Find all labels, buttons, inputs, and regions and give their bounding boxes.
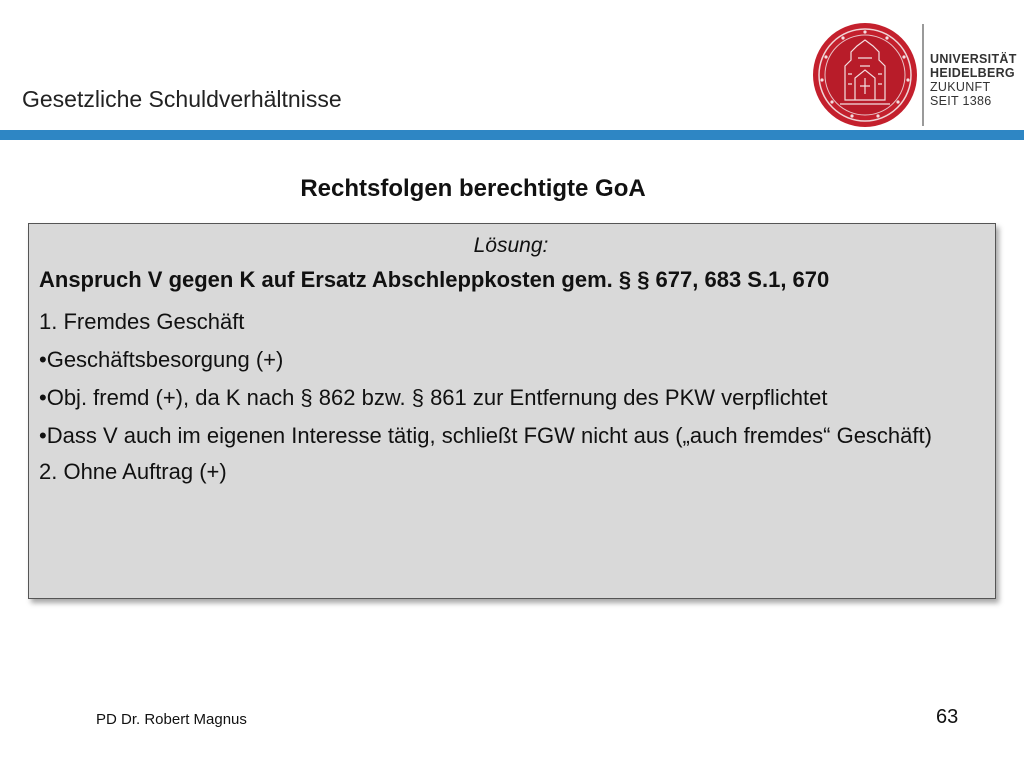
solution-heading: Lösung: [473, 234, 549, 257]
list-item-fremdes-geschaeft: 1. Fremdes Geschäft [39, 309, 245, 334]
claim-line: Anspruch V gegen K auf Ersatz Abschleppkosten gem. § § 677, 683 S.1, 670 [39, 267, 830, 292]
logo-line-universitaet: UNIVERSITÄT [930, 52, 1017, 66]
list-item-eigenes-interesse: •Dass V auch im eigenen Interesse tätig, schließt FGW nicht aus („auch fremdes“ Geschäft) [39, 423, 932, 448]
university-seal-icon [812, 22, 918, 128]
logo-divider [922, 24, 924, 126]
university-logo-text [930, 52, 1017, 108]
slide-title: Rechtsfolgen berechtigte GoA [300, 175, 646, 202]
list-item-obj-fremd: •Obj. fremd (+), da K nach § 862 bzw. § 861 zur Entfernung des PKW verpflichtet [39, 385, 828, 410]
logo-line-zukunft: ZUKUNFT [930, 80, 991, 94]
logo-line-seit: SEIT 1386 [930, 94, 992, 108]
list-item-geschaeftsbesorgung: •Geschäftsbesorgung (+) [39, 347, 284, 372]
logo-line-heidelberg: HEIDELBERG [930, 66, 1015, 80]
footer-author: PD Dr. Robert Magnus [96, 711, 247, 728]
header-title: Gesetzliche Schuldverhältnisse [22, 86, 342, 112]
solution-box [28, 223, 996, 599]
list-item-ohne-auftrag: 2. Ohne Auftrag (+) [39, 459, 227, 484]
page-number: 63 [936, 706, 959, 728]
header-band [0, 130, 1024, 140]
